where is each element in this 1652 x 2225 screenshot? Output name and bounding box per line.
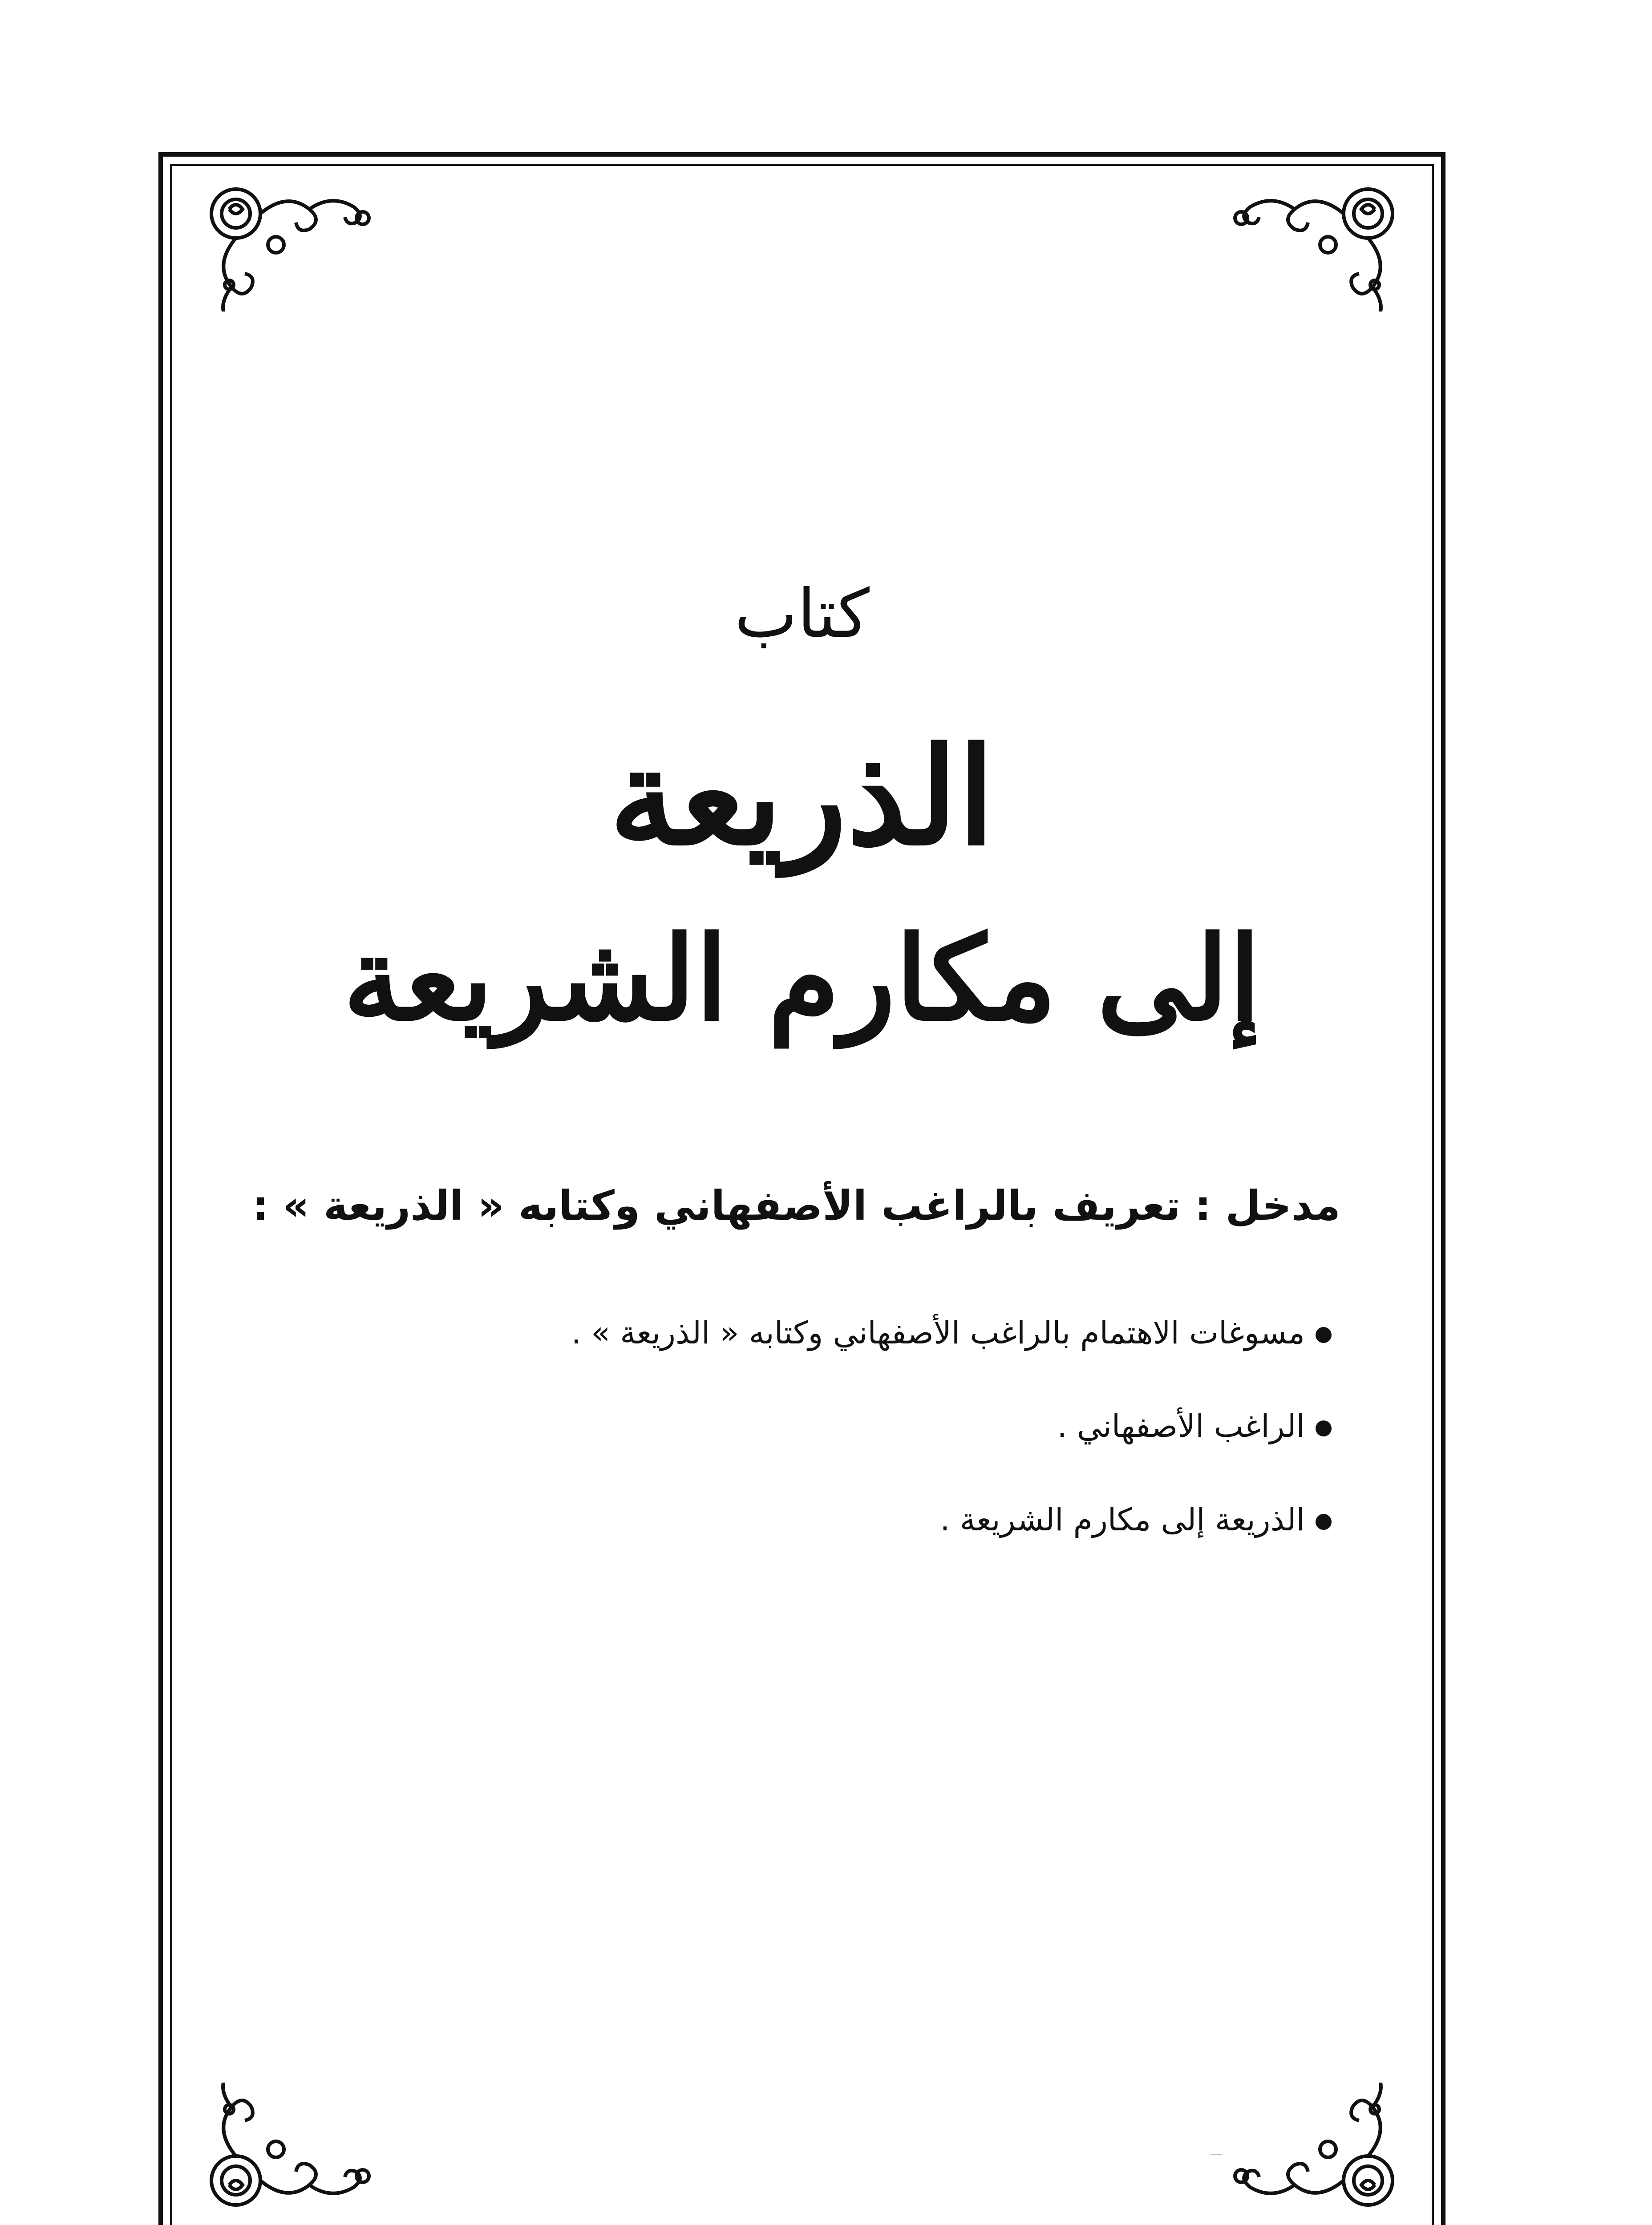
corner-ornament-bottom-left-icon [187,2083,383,2216]
list-item [308,1402,1332,1451]
bullet-icon [1316,1420,1332,1436]
corner-ornament-top-right-icon [1221,178,1417,312]
list-item [308,1308,1332,1357]
corner-ornament-bottom-right-icon [1221,2083,1417,2216]
list-item-text: الذريعة إلى مكارم الشريعة . [940,1501,1305,1538]
book-title: الذريعة [609,718,995,875]
pre-title: كتاب [734,575,870,653]
bullet-icon [1316,1327,1332,1343]
scan-mark [1211,2154,1222,2155]
bullet-icon [1316,1514,1332,1530]
section-heading: مدخل : تعريف بالراغب الأصفهاني وكتابه « الذريعة » : [252,1182,1340,1230]
contents-list [308,1308,1332,1589]
list-item [308,1495,1332,1544]
list-item-text: الراغب الأصفهاني . [1057,1408,1305,1444]
book-subtitle: إلى مكارم الشريعة [343,911,1261,1047]
list-item-text: مسوغات الاهتمام بالراغب الأصفهاني وكتابه « الذريعة » . [571,1315,1305,1351]
corner-ornament-top-left-icon [187,178,383,312]
